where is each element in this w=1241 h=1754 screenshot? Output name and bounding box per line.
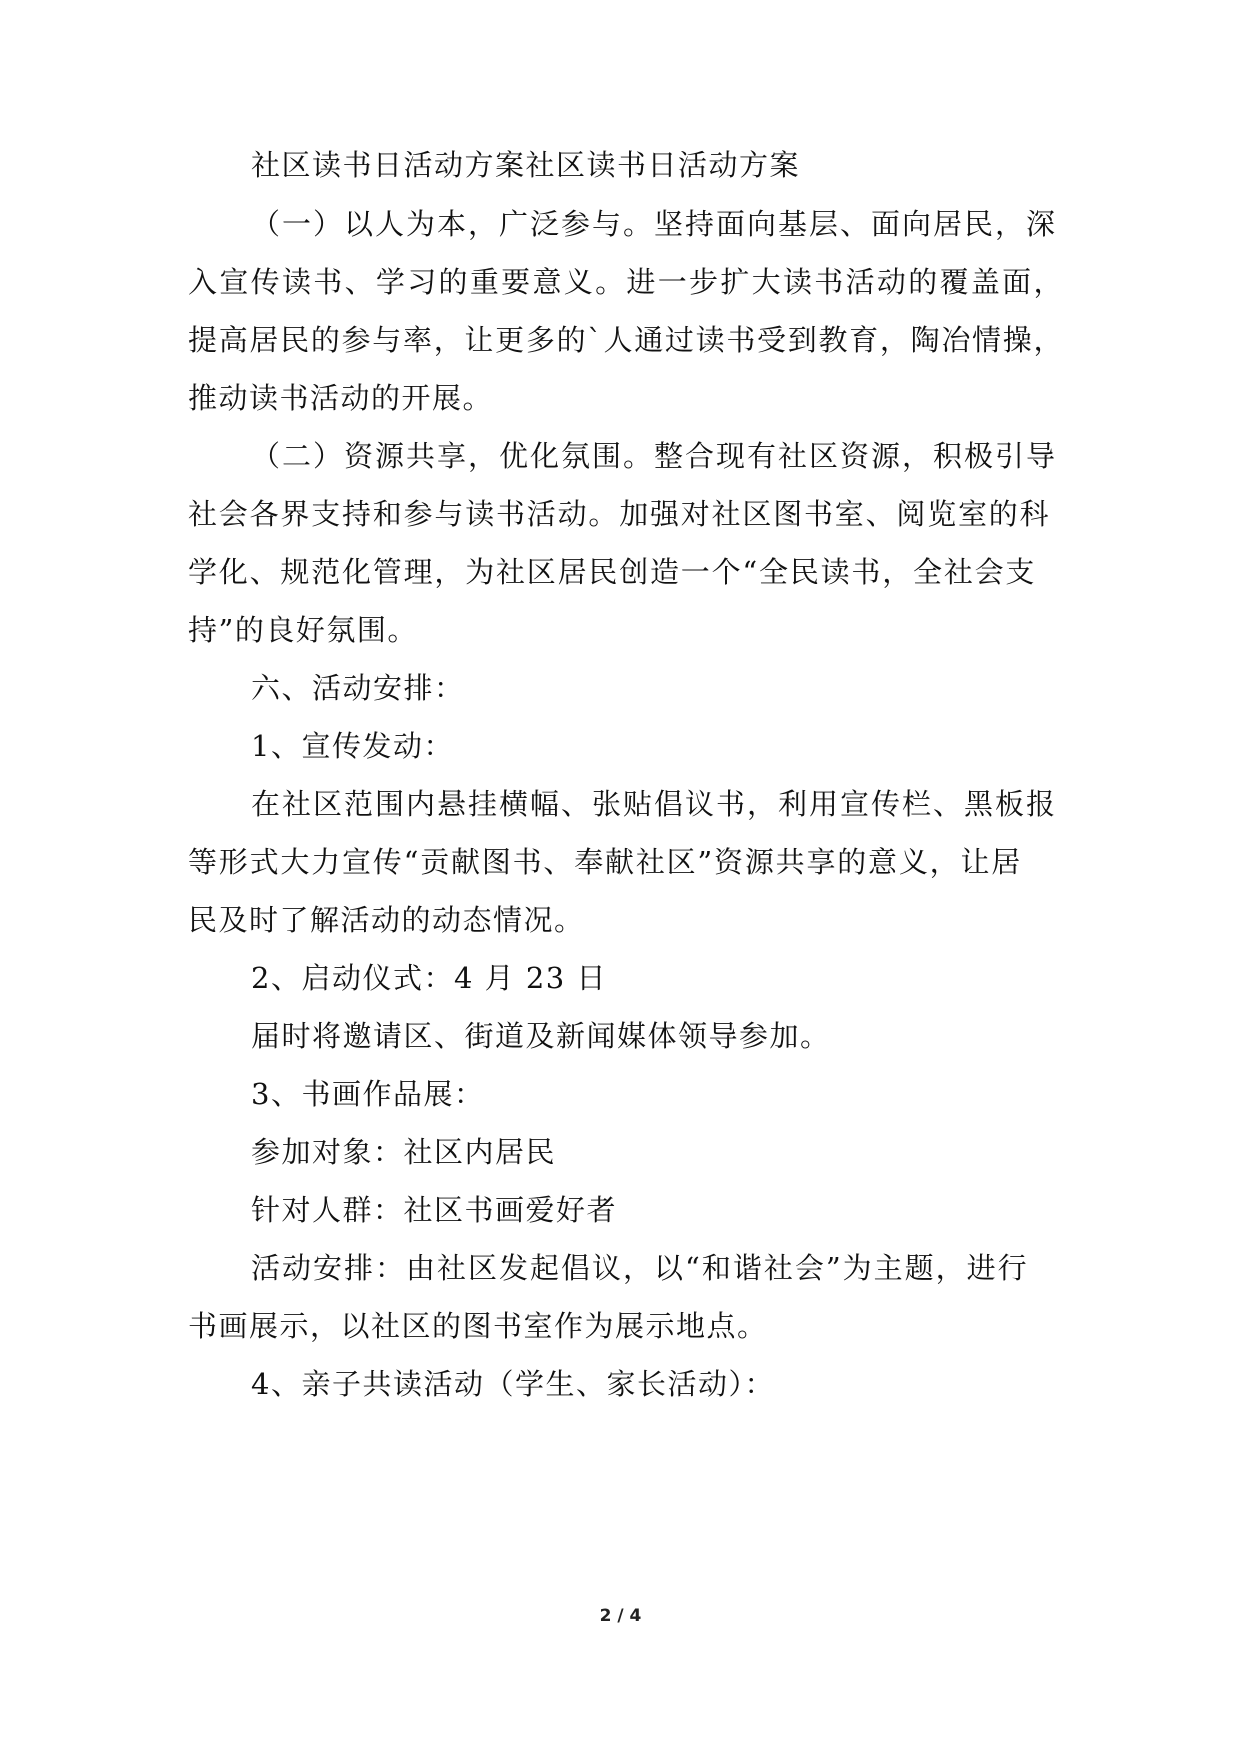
paragraph-1-line-3: 提高居民的参与率，让更多的`人通过读书受到教育，陶冶情操， xyxy=(188,323,1064,357)
paragraph-3-line-2: 等形式大力宣传“贡献图书、奉献社区”资源共享的意义，让居 xyxy=(188,845,1023,879)
item-2-heading: 2、启动仪式：4 月 23 日 xyxy=(251,961,607,995)
paragraph-7-line-2: 书画展示，以社区的图书室作为展示地点。 xyxy=(188,1309,768,1343)
paragraph-2-line-4: 持”的良好氛围。 xyxy=(188,613,418,647)
paragraph-2-line-1: （二）资源共享，优化氛围。整合现有社区资源，积极引导 xyxy=(251,439,1058,473)
paragraph-1-line-4: 推动读书活动的开展。 xyxy=(188,381,494,415)
paragraph-5: 参加对象：社区内居民 xyxy=(251,1135,557,1169)
paragraph-4: 届时将邀请区、街道及新闻媒体领导参加。 xyxy=(251,1019,831,1053)
item-3-heading: 3、书画作品展： xyxy=(251,1077,485,1111)
paragraph-2-line-3: 学化、规范化管理，为社区居民创造一个“全民读书，全社会支 xyxy=(188,555,1037,589)
paragraph-2-line-2: 社会各界支持和参与读书活动。加强对社区图书室、阅览室的科 xyxy=(188,497,1051,531)
paragraph-7-line-1: 活动安排：由社区发起倡议，以“和谐社会”为主题，进行 xyxy=(251,1251,1029,1285)
page-number: 2 / 4 xyxy=(599,1606,642,1626)
document-title-line: 社区读书日活动方案社区读书日活动方案 xyxy=(251,148,801,182)
section-heading-activity-arrangement: 六、活动安排： xyxy=(251,671,465,705)
paragraph-1-line-2: 入宣传读书、学习的重要意义。进一步扩大读书活动的覆盖面， xyxy=(188,265,1064,299)
paragraph-1-line-1: （一）以人为本，广泛参与。坚持面向基层、面向居民，深 xyxy=(251,207,1058,241)
paragraph-3-line-1: 在社区范围内悬挂横幅、张贴倡议书，利用宣传栏、黑板报 xyxy=(251,787,1058,821)
paragraph-3-line-3: 民及时了解活动的动态情况。 xyxy=(188,903,585,937)
item-4-heading: 4、亲子共读活动（学生、家长活动）： xyxy=(251,1367,775,1401)
item-1-heading: 1、宣传发动： xyxy=(251,729,454,763)
paragraph-6: 针对人群：社区书画爱好者 xyxy=(251,1193,618,1227)
